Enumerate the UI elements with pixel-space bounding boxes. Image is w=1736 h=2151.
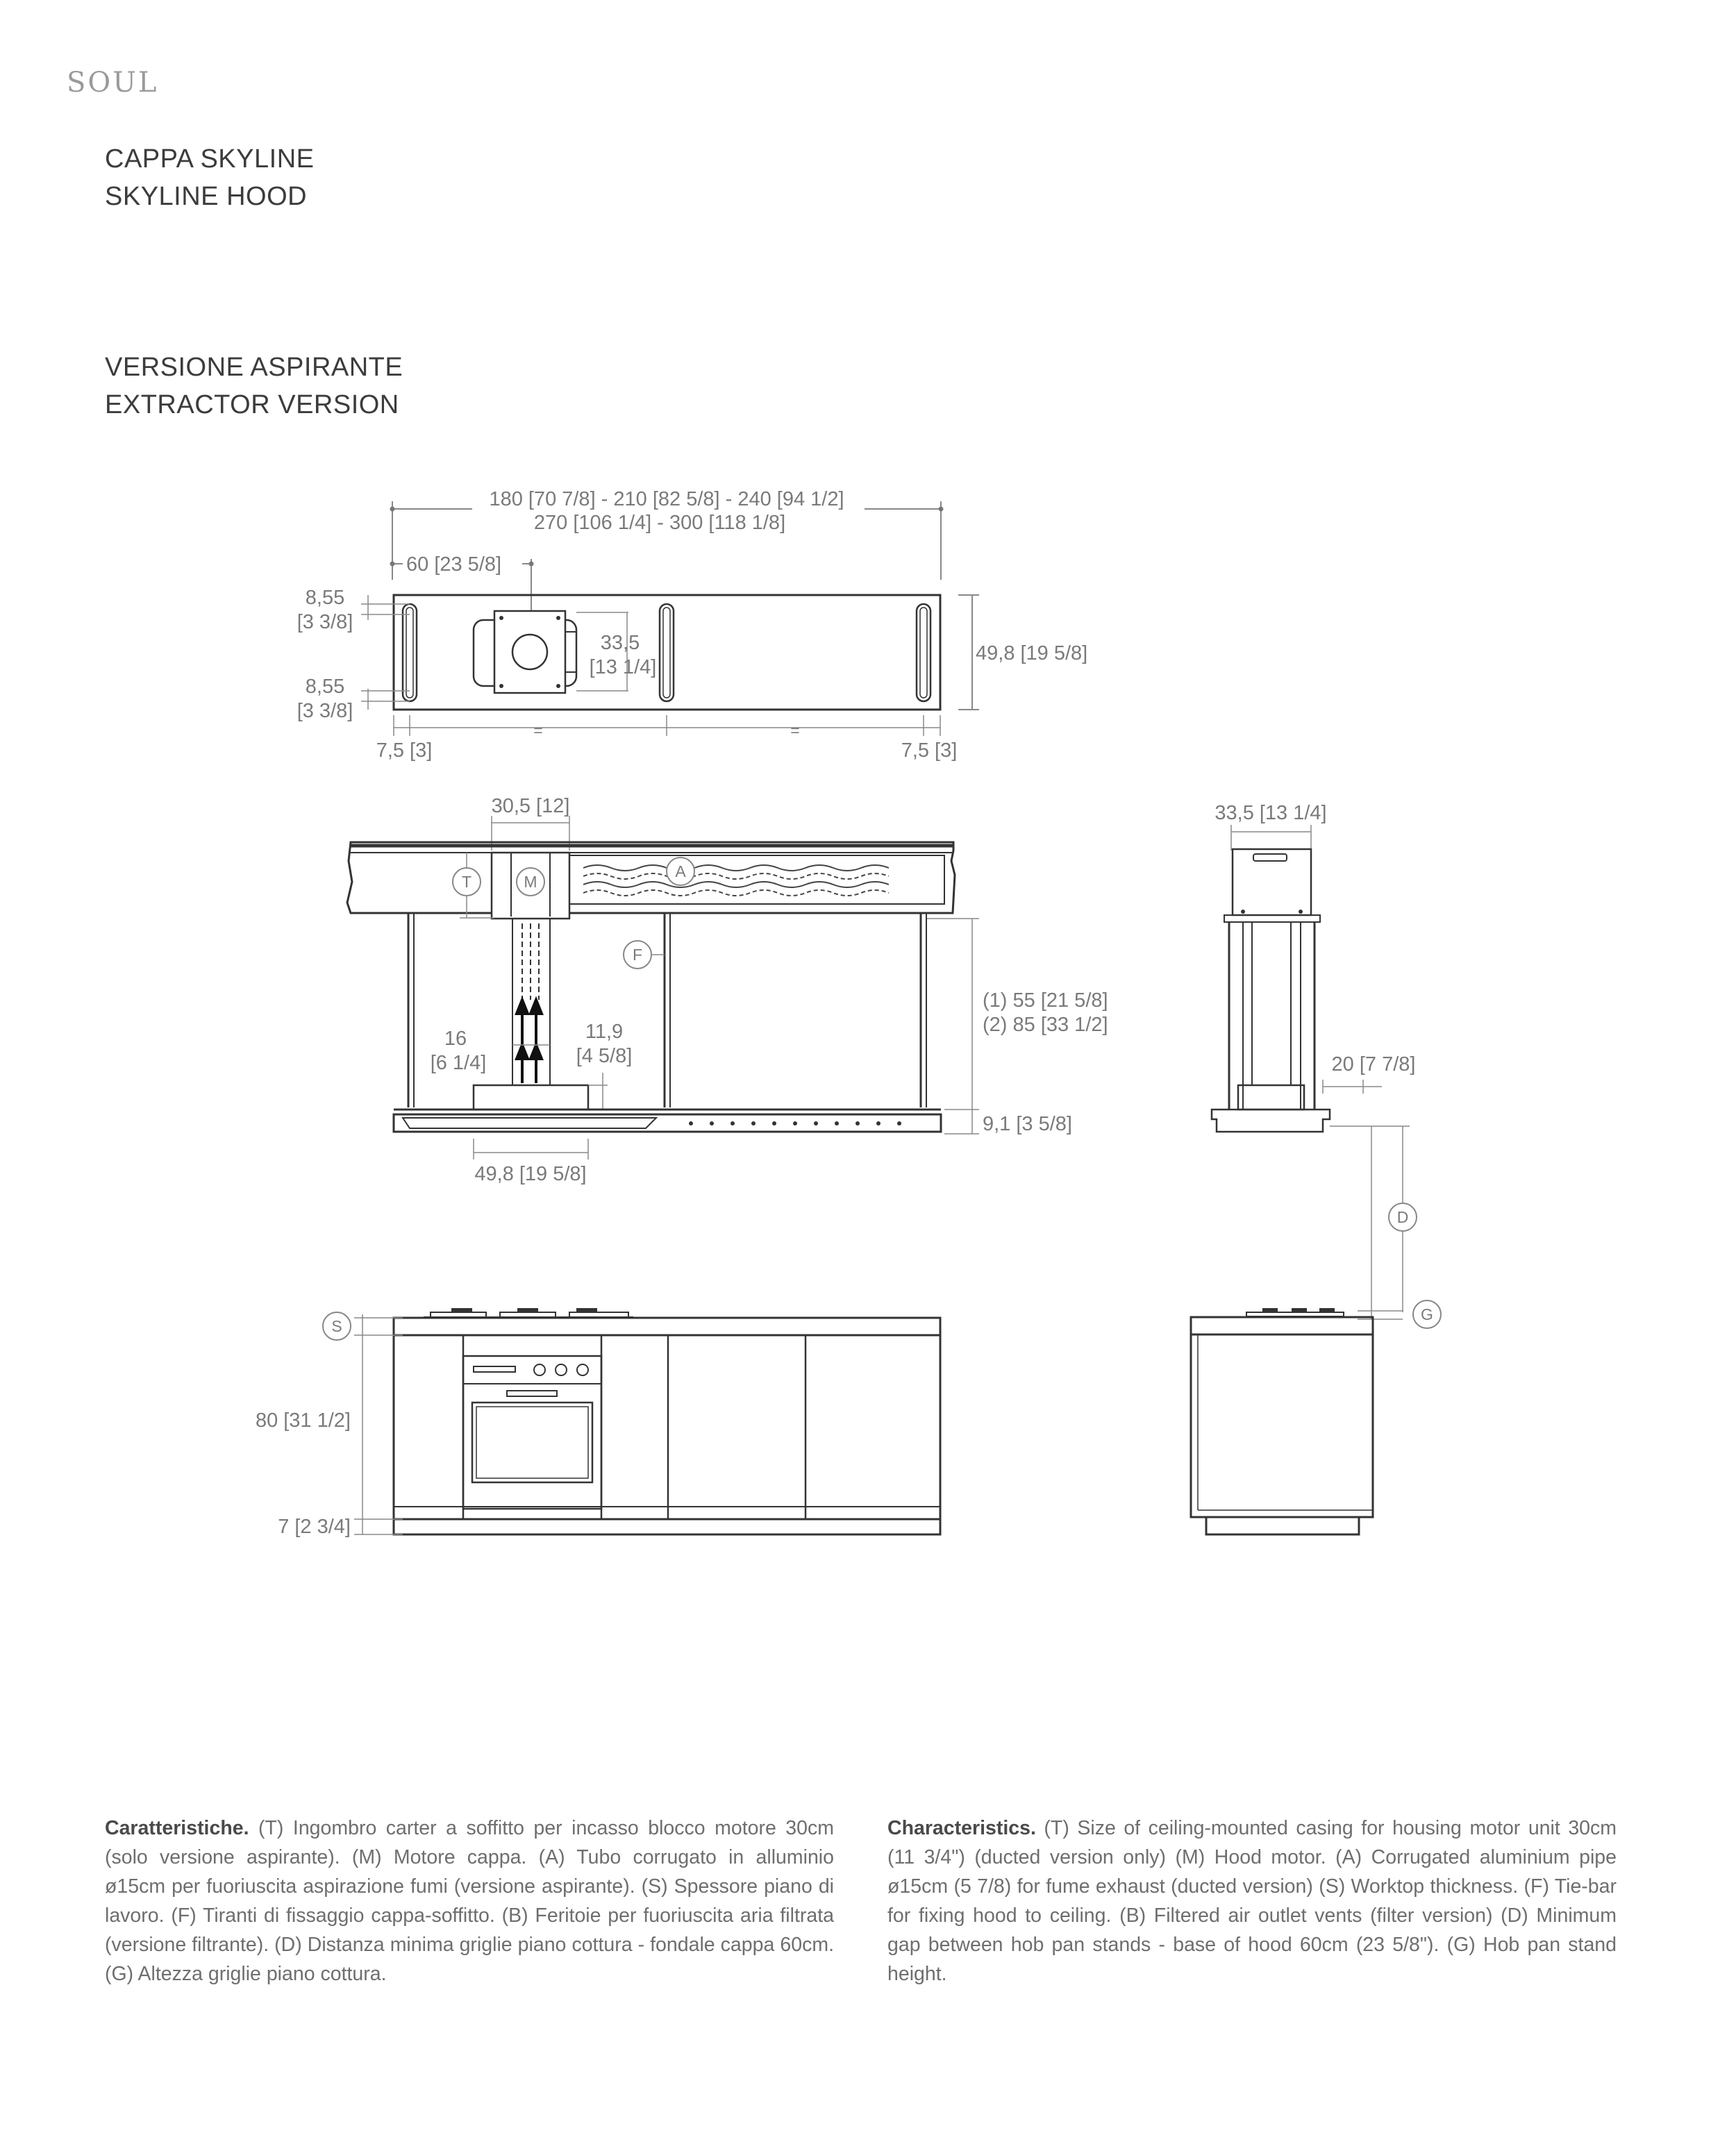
dim-motor-offset: 60 [23 5/8] [406, 553, 502, 576]
dim-cabinet-height: 80 [31 1/2] [255, 1409, 351, 1432]
callout-f: F [632, 946, 643, 964]
brand-logo: SOUL [67, 67, 159, 99]
dim-hood-thickness: 9,1 [3 5/8] [983, 1113, 1072, 1135]
dim-edge-bottom-inch: [3 3/8] [297, 700, 353, 722]
dim-hood-bottom-depth: 49,8 [19 5/8] [474, 1163, 587, 1185]
dim-edge-bottom-value: 8,55 [305, 676, 345, 698]
callout-d: D [1396, 1208, 1409, 1226]
dim-pipe-inch: [6 1/4] [430, 1052, 487, 1074]
dim-overall-line2: 270 [106 1/4] - 300 [118 1/8] [533, 512, 786, 534]
callout-s: S [331, 1317, 342, 1335]
dim-outlet-inch: [4 5/8] [576, 1045, 633, 1067]
callout-m: M [524, 873, 537, 891]
section-title-english: EXTRACTOR VERSION [105, 390, 399, 419]
dim-edge-top-inch: [3 3/8] [297, 611, 353, 633]
dim-drop-option-2: (2) 85 [33 1/2] [983, 1014, 1108, 1036]
dim-side-gap: 20 [7 7/8] [1331, 1053, 1416, 1076]
dim-side-width: 33,5 [13 1/4] [1215, 802, 1327, 824]
dim-outlet-value: 11,9 [585, 1021, 624, 1043]
dim-end-left: 7,5 [3] [376, 739, 433, 762]
section-title-italian: VERSIONE ASPIRANTE [105, 353, 403, 382]
callout-g: G [1421, 1305, 1433, 1323]
dim-end-right: 7,5 [3] [901, 739, 958, 762]
description-english-text: (T) Size of ceiling-mounted casing for housing motor unit 30cm (11 3/4") (ducted version only) (M) Hood motor. (A) Corrugated aluminium pipe ø15cm (5 7/8) for fume exhaust (ducted version) (S) Worktop thickness. (F) Tie-bar for fixing hood to ceiling. (B) Filtered air outlet vents (filter version) (D) Minimum gap between hob pan stands - base of hood 60cm (23 5/8"). (G) Hob pan stand height. [887, 1817, 1617, 1985]
dim-casing-width: 30,5 [12] [491, 795, 570, 817]
dim-plinth-height: 7 [2 3/4] [278, 1516, 351, 1538]
dim-drop-option-1: (1) 55 [21 5/8] [983, 989, 1108, 1012]
front-elevation [347, 795, 1108, 1185]
dim-pipe-value: 16 [444, 1028, 467, 1050]
callout-a: A [675, 862, 686, 880]
side-elevation [1212, 802, 1441, 1328]
description-italian-text: (T) Ingombro carter a soffitto per incasso blocco motore 30cm (solo versione aspirante). (M) Motore cappa. (A) Tubo corrugato in alluminio ø15cm per fuoriuscita aspirazione fumi (versione aspirante). (S) Spessore piano di lavoro. (F) Tiranti di fissaggio cappa-soffitto. (B) Feritoie per fuoriuscita aria filtrata (versione filtrante). (D) Distanza minima griglie piano cottura - fondale cappa 60cm. (G) Altezza griglie piano cottura. [105, 1817, 835, 1985]
title-italian: CAPPA SKYLINE [105, 144, 315, 174]
description-english-heading: Characteristics. [887, 1817, 1036, 1839]
dim-motor-box-inch: [13 1/4] [589, 656, 657, 678]
description-italian-heading: Caratteristiche. [105, 1817, 249, 1839]
dim-equal-left: = [533, 721, 543, 739]
title-english: SKYLINE HOOD [105, 182, 308, 211]
kitchen-front [256, 1308, 940, 1538]
kitchen-side [1191, 1308, 1373, 1534]
dim-motor-box-value: 33,5 [600, 632, 640, 654]
description-english [887, 1814, 1617, 1989]
dim-plan-depth: 49,8 [19 5/8] [976, 642, 1088, 664]
dim-equal-right: = [790, 721, 800, 739]
dim-edge-top-value: 8,55 [305, 587, 345, 609]
description-italian [105, 1814, 834, 1989]
callout-t: T [461, 873, 472, 891]
dim-overall-line1: 180 [70 7/8] - 210 [82 5/8] - 240 [94 1/2] [489, 488, 844, 510]
plan-view [297, 488, 1088, 762]
